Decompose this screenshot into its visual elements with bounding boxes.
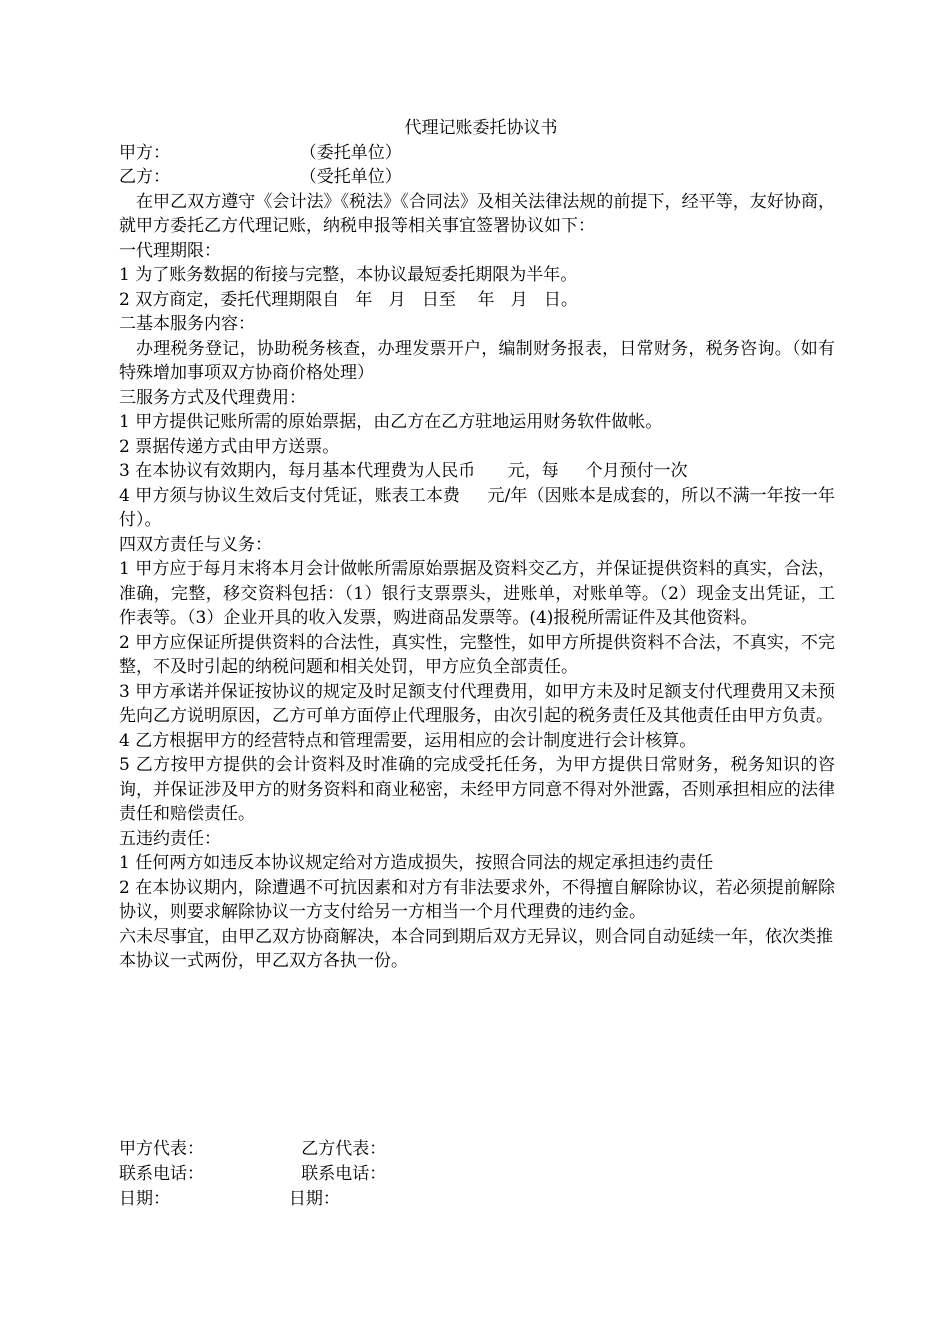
section-heading: 三服务方式及代理费用： <box>119 387 306 408</box>
party-b-line: 乙方： （受托单位） <box>119 167 402 187</box>
clause: 2 在本协议期内，除遭遇不可抗因素和对方有非法要求外，不得擅自解除协议，若必须提前解除协议，则要求解除协议一方支付给另一方相当一个月代理费的违约金。 <box>119 877 835 922</box>
contract-body <box>119 116 835 974</box>
section-six-paragraph: 六未尽事宜，由甲乙双方协商解决，本合同到期后双方无异议，则合同自动延续一年，依次类推 <box>119 926 833 947</box>
section-heading: 二基本服务内容： <box>119 314 255 334</box>
clause: 3 在本协议有效期内，每月基本代理费为人民币 元，每 个月预付一次 <box>119 461 688 481</box>
clause: 4 乙方根据甲方的经营特点和管理需要，运用相应的会计制度进行会计核算。 <box>119 730 697 751</box>
phone-line: 联系电话： 联系电话： <box>119 1164 387 1184</box>
clause: 2 票据传递方式由甲方送票。 <box>119 436 340 457</box>
party-a-line: 甲方： （委托单位） <box>119 142 402 163</box>
clause: 办理税务登记，协助税务核查，办理发票开户，编制财务报表，日常财务，税务咨询。（如有特殊增加事项双方协商价格处理） <box>119 338 835 383</box>
clause: 4 甲方须与协议生效后支付凭证，账表工本费 元/年（因账本是成套的，所以不满一年按一年付）。 <box>119 485 835 530</box>
clause: 3 甲方承诺并保证按协议的规定及时足额支付代理费用，如甲方未及时足额支付代理费用又未预先向乙方说明原因，乙方可单方面停止代理服务，由次引起的税务责任及其他责任由甲方负责。 <box>119 681 835 726</box>
clause: 5 乙方按甲方提供的会计资料及时准确的完成受托任务，为甲方提供日常财务，税务知识的咨询，并保证涉及甲方的财务资料和商业秘密，未经甲方同意不得对外泄露，否则承担相应的法律责任和赔偿责任。 <box>119 755 835 824</box>
clause: 2 甲方应保证所提供资料的合法性，真实性，完整性，如甲方所提供资料不合法，不真实，不完整，不及时引起的纳税问题和相关处罚，甲方应负全部责任。 <box>119 632 835 677</box>
section-heading: 五违约责任： <box>119 828 221 849</box>
clause: 2 双方商定，委托代理期限自 年 月 日至 年 月 日。 <box>119 289 578 310</box>
clause: 1 甲方应于每月末将本月会计做帐所需原始票据及资料交乙方，并保证提供资料的真实，合法，准确，完整，移交资料包括：（1）银行支票票头，进账单，对账单等。（2）现金支出凭证，工作表等。（3）企业开具的收入发票，购进商品发票等。(4)报税所需证件及其他资料。 <box>119 559 835 628</box>
clause: 1 任何两方如违反本协议规定给对方造成损失，按照合同法的规定承担违约责任 <box>119 853 714 873</box>
document-title: 代理记账委托协议书 <box>404 118 558 138</box>
copies-statement: 本协议一式两份，甲乙双方各执一份。 <box>119 951 408 971</box>
intro-paragraph: 在甲乙双方遵守《会计法》《税法》《合同法》及相关法律法规的前提下，经平等，友好协商，就甲方委托乙方代理记账，纳税申报等相关事宜签署协议如下： <box>119 191 835 236</box>
section-heading: 一代理期限： <box>119 240 221 261</box>
clause: 1 为了账务数据的衔接与完整，本协议最短委托期限为半年。 <box>119 265 578 285</box>
date-line: 日期： 日期： <box>119 1189 340 1209</box>
section-heading: 四双方责任与义务： <box>119 534 272 555</box>
representative-line: 甲方代表： 乙方代表： <box>119 1139 387 1159</box>
clause: 1 甲方提供记账所需的原始票据，由乙方在乙方驻地运用财务软件做帐。 <box>119 412 663 432</box>
